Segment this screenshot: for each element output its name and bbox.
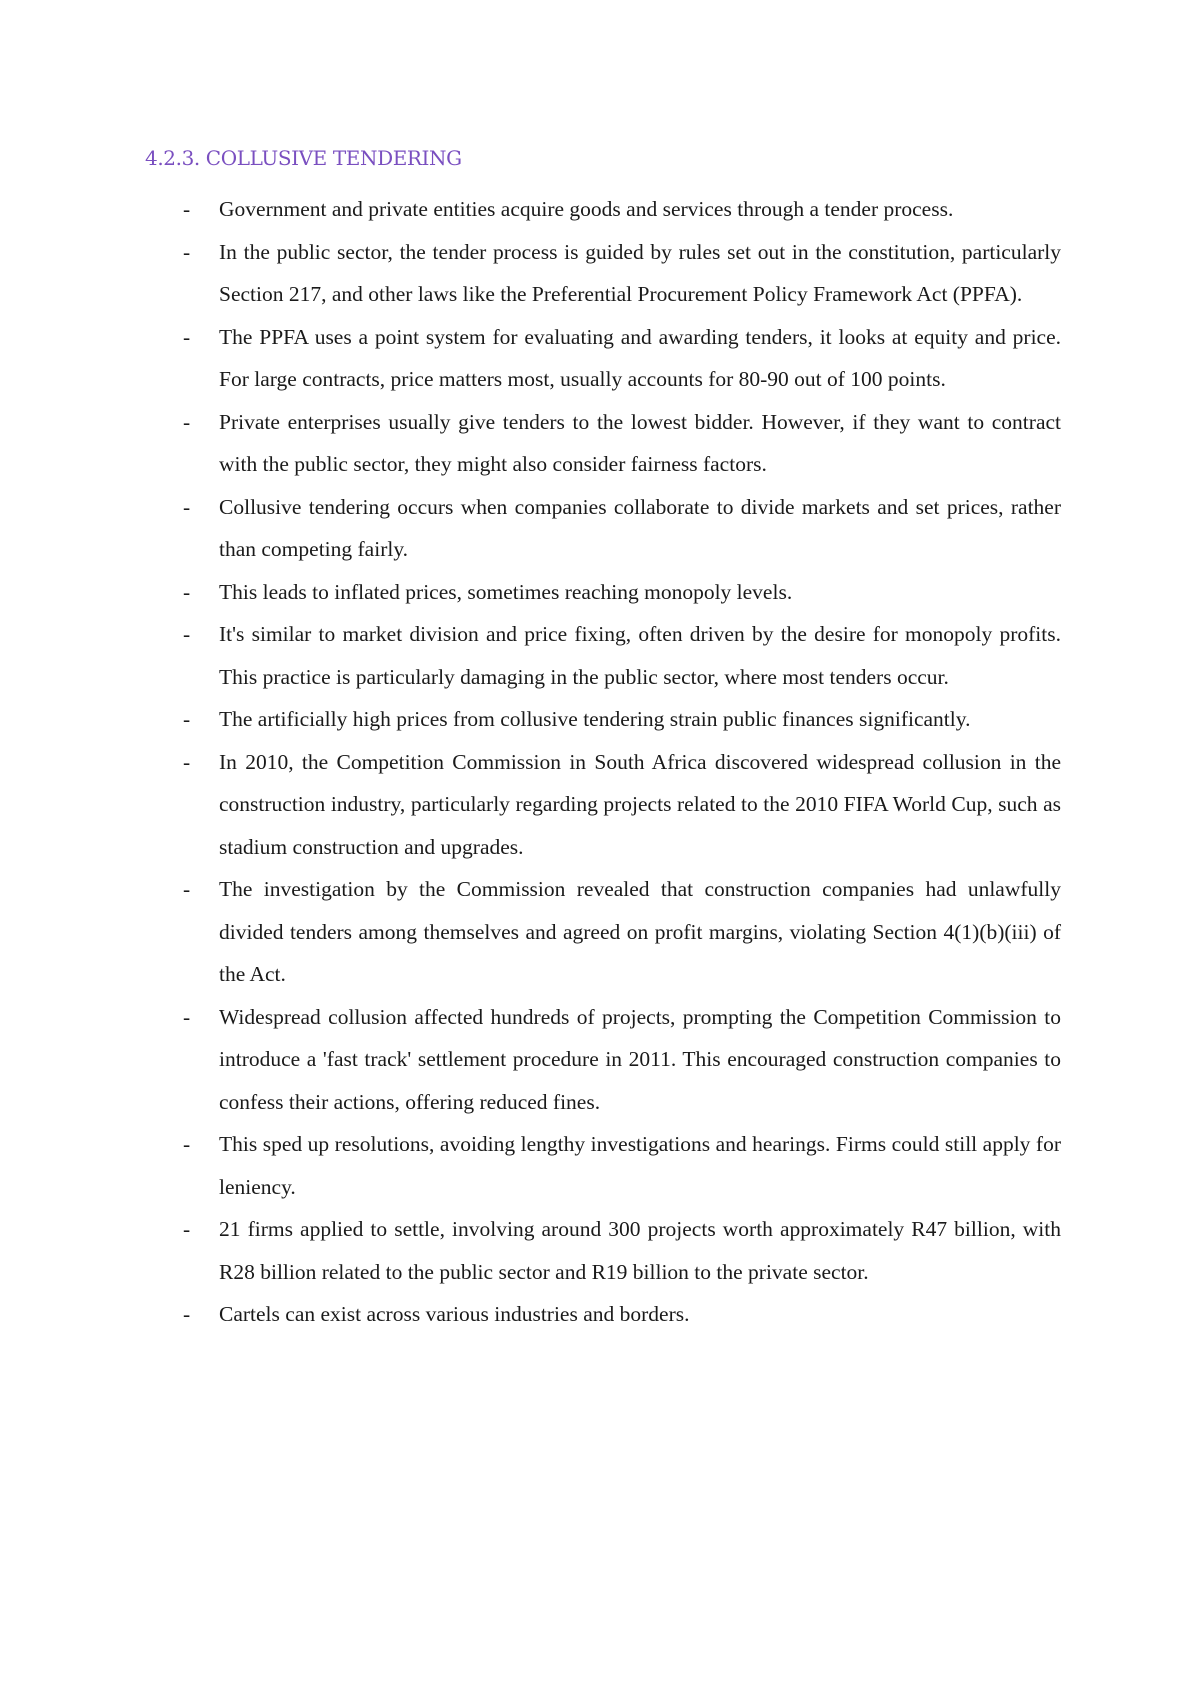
list-item-text: In 2010, the Competition Commission in South Africa discovered widespread collusion in the construction industry, particularly regarding projects related to the 2010 FIFA World Cup, such as stadium construction and upgrades. (219, 749, 1061, 859)
bullet-dash: - (183, 409, 191, 434)
list-item-text: The PPFA uses a point system for evaluating and awarding tenders, it looks at equity and price. For large contracts, price matters most, usually accounts for 80-90 out of 100 points. (219, 324, 1061, 391)
list-item (183, 316, 1061, 401)
list-item-text: It's similar to market division and price fixing, often driven by the desire for monopoly profits. This practice is particularly damaging in the public sector, where most tenders occur. (219, 622, 1061, 689)
bullet-dash: - (183, 622, 191, 646)
list-item (183, 231, 1061, 316)
bullet-dash: - (183, 749, 191, 774)
bullet-list (183, 188, 1061, 1336)
bullet-dash: - (183, 494, 191, 519)
list-item-text: Government and private entities acquire goods and services through a tender process. (219, 197, 954, 221)
list-item-text: The artificially high prices from collusive tendering strain public finances significantly. (219, 707, 971, 731)
bullet-dash: - (183, 324, 191, 349)
list-item (183, 613, 1061, 698)
bullet-dash: - (183, 239, 191, 264)
list-item-text: This leads to inflated prices, sometimes reaching monopoly levels. (219, 579, 793, 604)
bullet-dash: - (183, 1217, 191, 1241)
list-item-text: Cartels can exist across various industries and borders. (219, 1302, 690, 1326)
list-item-text: In the public sector, the tender process is guided by rules set out in the constitution, particularly Section 217, and other laws like the Preferential Procurement Policy Framework Act (PPFA). (219, 239, 1061, 306)
list-item (183, 486, 1061, 571)
bullet-dash: - (183, 1132, 191, 1156)
list-item (183, 996, 1061, 1124)
list-item-text: Widespread collusion affected hundreds of projects, prompting the Competition Commission to introduce a 'fast track' settlement procedure in 2011. This encouraged construction companies to confess their actions, offering reduced fines. (219, 1004, 1061, 1114)
bullet-dash: - (183, 197, 191, 221)
list-item-text: This sped up resolutions, avoiding lengthy investigations and hearings. Firms could still apply for leniency. (219, 1132, 1061, 1199)
list-item-text: The investigation by the Commission revealed that construction companies had unlawfully divided tenders among themselves and agreed on profit margins, violating Section 4(1)(b)(iii) of the Act. (219, 877, 1061, 986)
list-item (183, 868, 1061, 996)
list-item-text: Private enterprises usually give tenders to the lowest bidder. However, if they want to contract with the public sector, they might also consider fairness factors. (219, 409, 1061, 476)
bullet-dash: - (183, 707, 191, 731)
list-item (183, 401, 1061, 486)
bullet-dash: - (183, 579, 191, 604)
list-item (183, 1293, 1061, 1336)
list-item (183, 188, 1061, 231)
section-heading: 4.2.3. COLLUSIVE TENDERING (145, 146, 462, 170)
bullet-dash: - (183, 1004, 191, 1029)
bullet-dash: - (183, 1302, 191, 1326)
list-item (183, 1208, 1061, 1293)
list-item (183, 571, 1061, 614)
list-item (183, 1123, 1061, 1208)
list-item-text: Collusive tendering occurs when companies collaborate to divide markets and set prices, rather than competing fairly. (219, 494, 1061, 561)
bullet-dash: - (183, 877, 191, 901)
list-item-text: 21 firms applied to settle, involving around 300 projects worth approximately R47 billion, with R28 billion related to the public sector and R19 billion to the private sector. (219, 1217, 1061, 1284)
list-item (183, 741, 1061, 869)
list-item (183, 698, 1061, 741)
